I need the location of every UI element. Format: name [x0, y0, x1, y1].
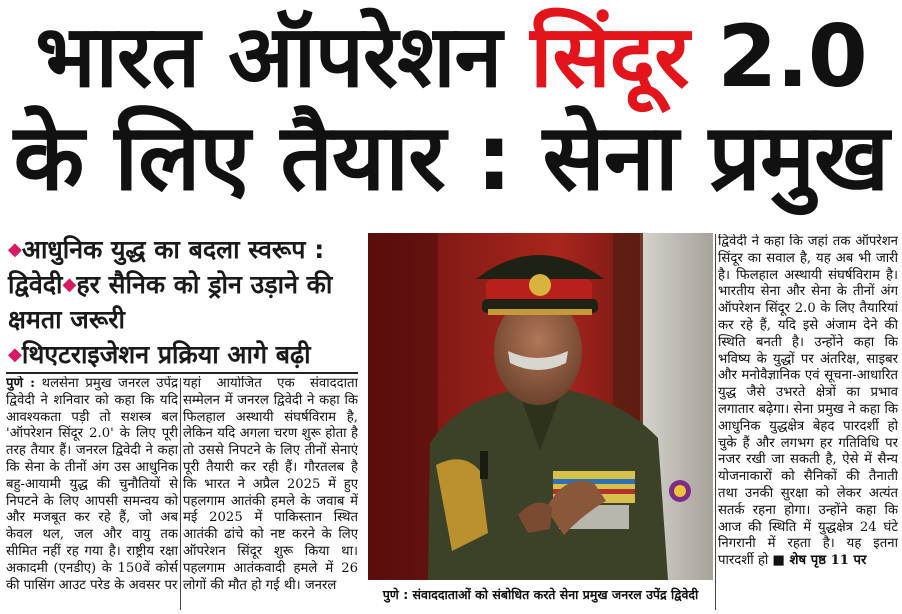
dateline: पुणे : — [6, 376, 35, 391]
article-column-3 — [718, 234, 898, 610]
headline-line-2: के लिए तैयार : सेना प्रमुख — [13, 104, 889, 211]
article-column-1 — [6, 376, 178, 612]
headline-line-1-prefix: भारत ऑपरेशन — [35, 7, 531, 107]
photo-caption: पुणे : संवाददाताओं को संबोधित करते सेना प्रमुख जनरल उपेंद्र द्विवेदी — [382, 587, 699, 602]
diamond-bullet-icon: ◆ — [62, 274, 77, 295]
article-column-3-text: द्विवेदी ने कहा कि जहां तक ऑपरेशन सिंदूर का सवाल है, यह अब भी जारी है। फिलहाल अस्थायी संघर्षविराम है। भारतीय सेना और सेना के तीनों अंग ऑपरेशन सिंदूर 2.0 के लिए तैयारियां कर रहे हैं, यदि इसे अंजाम देने की स्थिति बनती है। उन्होंने कहा कि भविष्य के युद्धों पर अंतरिक्ष, साइबर और मनोवैज्ञानिक एवं सूचना-आधारित युद्ध जैसे उभरते क्षेत्रों का प्रभाव लगातार बढ़ेगा। सेना प्रमुख ने कहा कि आधुनिक युद्धक्षेत्र बेहद पारदर्शी हो चुके हैं और लगभग हर गतिविधि पर नजर रखी जा सकती है, ऐसे में सैन्य योजनाकारों को सैनिकों की तैनाती तथा उनकी सुरक्षा को लेकर अत्यंत सतर्क रहना होगा। उन्होंने कहा कि आज की स्थिति में युद्धक्षेत्र 24 घंटे निगरानी में रहता है। यह इतना पारदर्शी हो — [718, 234, 898, 569]
column-separator — [180, 378, 181, 610]
section-divider — [6, 372, 358, 374]
headline-line-1 — [0, 7, 902, 107]
subheadings — [8, 232, 360, 372]
article-column-1-text: थलसेना प्रमुख जनरल उपेंद्र द्विवेदी ने शनिवार को कहा कि यदि आवश्यकता पड़ी तो सशस्त्र बल 'ऑपरेशन सिंदूर 2.0' के लिए पूरी तरह तैयार हैं। जनरल द्विवेदी ने कहा कि सेना के तीनों अंग उस आधुनिक बहु-आयामी युद्ध की चुनौतियों से निपटने के लिए आपसी समन्वय को और मजबूत कर रहे हैं, जो अब केवल थल, जल और वायु तक सीमित नहीं रह गया है। राष्ट्रीय रक्षा अकादमी (एनडीए) के 150वें कोर्स की पासिंग आउट परेड के अवसर पर — [6, 376, 178, 593]
headline-highlight: सिंदूर — [530, 7, 689, 107]
article-column-2: यहां आयोजित एक संवाददाता सम्मेलन में जनरल द्विवेदी ने कहा कि फिलहाल अस्थायी संघर्षविराम है, लेकिन यदि अगला चरण शुरू होता है तो उससे निपटने के लिए तीनों सेनाएं पूरी तैयारी कर रही हैं। गौरतलब है कि भारत ने अप्रैल 2025 में हुए पहलगाम आतंकी हमले के जवाब में मई 2025 में पाकिस्तान स्थित आतंकी ढांचे को नष्ट करने के लिए ऑपरेशन सिंदूर शुरू किया था। पहलगाम आतंकवादी हमले में 26 लोगों की मौत हो गई थी। जनरल — [183, 376, 358, 593]
continued-on-page: ■ शेष पृष्ठ 11 पर — [772, 553, 867, 569]
headline-line-1-suffix: 2.0 — [688, 7, 867, 107]
subheading-1: आधुनिक युद्ध का बदला स्वरूप : द्विवेदी — [8, 235, 325, 299]
army-chief-photo — [368, 233, 713, 580]
diamond-bullet-icon: ◆ — [8, 239, 22, 260]
diamond-bullet-icon: ◆ — [8, 344, 22, 365]
subheading-2: हर सैनिक को ड्रोन उड़ाने की क्षमता जरूरी — [8, 270, 333, 334]
subheading-3: थिएटराइजेशन प्रक्रिया आगे बढ़ी — [21, 340, 311, 369]
column-separator — [715, 234, 716, 610]
